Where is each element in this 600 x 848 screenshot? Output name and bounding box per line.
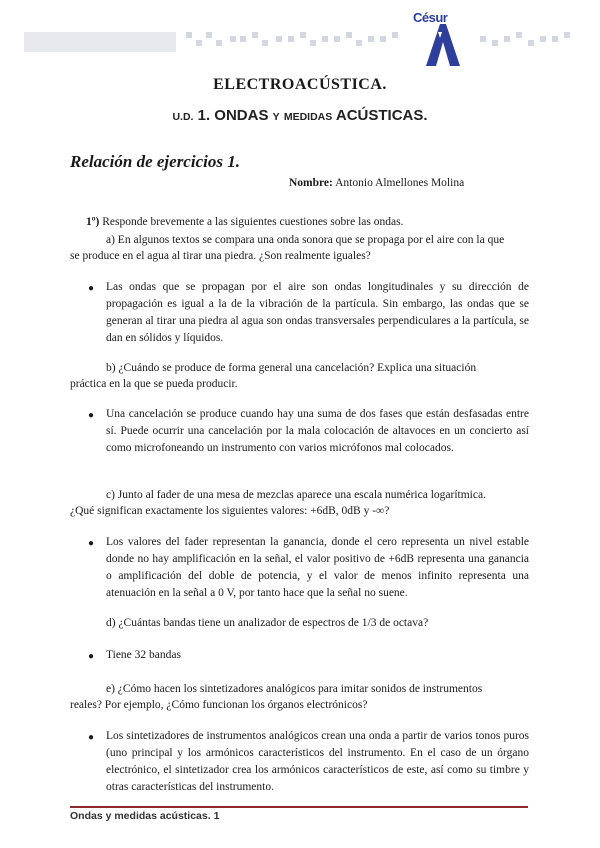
- question-b-line1: b) ¿Cuándo se produce de forma general una cancelación? Explica una situación: [106, 362, 477, 374]
- header-square: [540, 36, 546, 42]
- header-square: [356, 40, 362, 46]
- header-square: [262, 40, 268, 46]
- header-square: [504, 36, 510, 42]
- question-c-line2: ¿Qué significan exactamente los siguientes valores: +6dB, 0dB y -∞?: [70, 505, 390, 517]
- header-band: [0, 26, 600, 56]
- question-a-line2: se produce en el agua al tirar una piedra. ¿Son realmente iguales?: [70, 250, 371, 262]
- header-square: [528, 40, 534, 46]
- header-square: [300, 32, 306, 38]
- answer-d: Tiene 32 bandas: [106, 649, 181, 661]
- header-square: [368, 36, 374, 42]
- answer-b: Una cancelación se produce cuando hay una suma de dos fases que están desfasadas entre sí. Puede ocurrir una cancelación por la mala colocación de altavoces en un concierto así como microfoneando un instrumento con varios micrófonos mal colocados.: [106, 408, 529, 454]
- question-b-line2: práctica en la que se pueda producir.: [70, 378, 238, 390]
- subtitle-y: Y: [272, 111, 280, 123]
- question-intro: [86, 215, 536, 231]
- question-number: 1º): [86, 216, 100, 228]
- page-subtitle: [0, 107, 600, 124]
- cesur-logo: [410, 10, 470, 68]
- footer-rule: [70, 806, 528, 808]
- answer-e: Los sintetizadores de instrumentos analógicos crean una onda a partir de varios tonos puros (uno principal y los armónicos característicos del instrumento. En el caso de un órgano electrónico, el sintetizador crea los armónicos característicos de este, así como su timbre y otras características del instrumento.: [106, 730, 529, 793]
- question-intro-text: Responde brevemente a las siguientes cuestiones sobre las ondas.: [102, 216, 404, 228]
- student-name: [289, 177, 464, 189]
- bullet-icon: ●: [88, 651, 95, 662]
- header-square: [392, 32, 398, 38]
- question-c-line1: c) Junto al fader de una mesa de mezclas aparece una escala numérica logarítmica.: [106, 489, 486, 501]
- page-footer: Ondas y medidas acústicas. 1: [70, 810, 220, 822]
- header-square: [334, 36, 340, 42]
- subtitle-acusticas: ACÚSTICAS.: [335, 107, 428, 124]
- header-square: [552, 36, 558, 42]
- subtitle-ud: U.D.: [172, 111, 194, 123]
- header-square: [564, 32, 570, 38]
- bullet-icon: ●: [88, 283, 95, 294]
- header-square: [186, 32, 192, 38]
- page-title: ELECTROACÚSTICA.: [213, 76, 387, 93]
- header-square: [230, 36, 236, 42]
- answer-c: Los valores del fader representan la ganancia, donde el cero representa un nivel estable donde no hay amplificación en la señal, el valor positivo de +6dB representa una ganancia o amplificación del doble de potencia, y el valor de menos infinito representa una atenuación en la señal a 0 V, por tanto hace que la señal no suene.: [106, 536, 529, 599]
- subtitle-num: 1.: [197, 107, 211, 124]
- header-square: [380, 36, 386, 42]
- header-square: [196, 40, 202, 46]
- header-band-bar: [24, 32, 176, 52]
- nombre-label: Nombre:: [289, 177, 333, 189]
- header-square: [346, 32, 352, 38]
- logo-text: Césur: [413, 10, 448, 25]
- header-square: [492, 40, 498, 46]
- bullet-icon: ●: [88, 538, 95, 549]
- relacion-title: Relación de ejercicios 1.: [70, 152, 240, 171]
- header-square: [276, 36, 282, 42]
- header-square: [252, 32, 258, 38]
- header-square: [516, 32, 522, 38]
- bullet-icon: ●: [88, 732, 95, 743]
- nombre-value: Antonio Almellones Molina: [335, 177, 465, 189]
- question-e-line2: reales? Por ejemplo, ¿Cómo funcionan los órganos electrónicos?: [70, 699, 368, 711]
- bullet-icon: ●: [88, 410, 95, 421]
- subtitle-medidas: MEDIDAS: [283, 111, 333, 123]
- header-square: [322, 36, 328, 42]
- header-square: [310, 40, 316, 46]
- answer-a: Las ondas que se propagan por el aire son ondas longitudinales y su dirección de propagación es igual a la de la vibración de la partícula. Sin embargo, las ondas que se generan al tirar una piedra al agua son ondas transversales perpendiculares a la partícula, se dan en sólidos y líquidos.: [106, 281, 529, 344]
- header-square: [288, 36, 294, 42]
- question-a-line1: a) En algunos textos se compara una onda sonora que se propaga por el aire con la que: [106, 234, 505, 246]
- subtitle-ondas: ONDAS: [214, 107, 269, 124]
- question-d: d) ¿Cuántas bandas tiene un analizador de espectros de 1/3 de octava?: [106, 617, 429, 629]
- header-square: [206, 32, 212, 38]
- header-square: [240, 36, 246, 42]
- header-square: [480, 36, 486, 42]
- question-e-line1: e) ¿Cómo hacen los sintetizadores analógicos para imitar sonidos de instrumentos: [106, 683, 483, 695]
- header-square: [216, 40, 222, 46]
